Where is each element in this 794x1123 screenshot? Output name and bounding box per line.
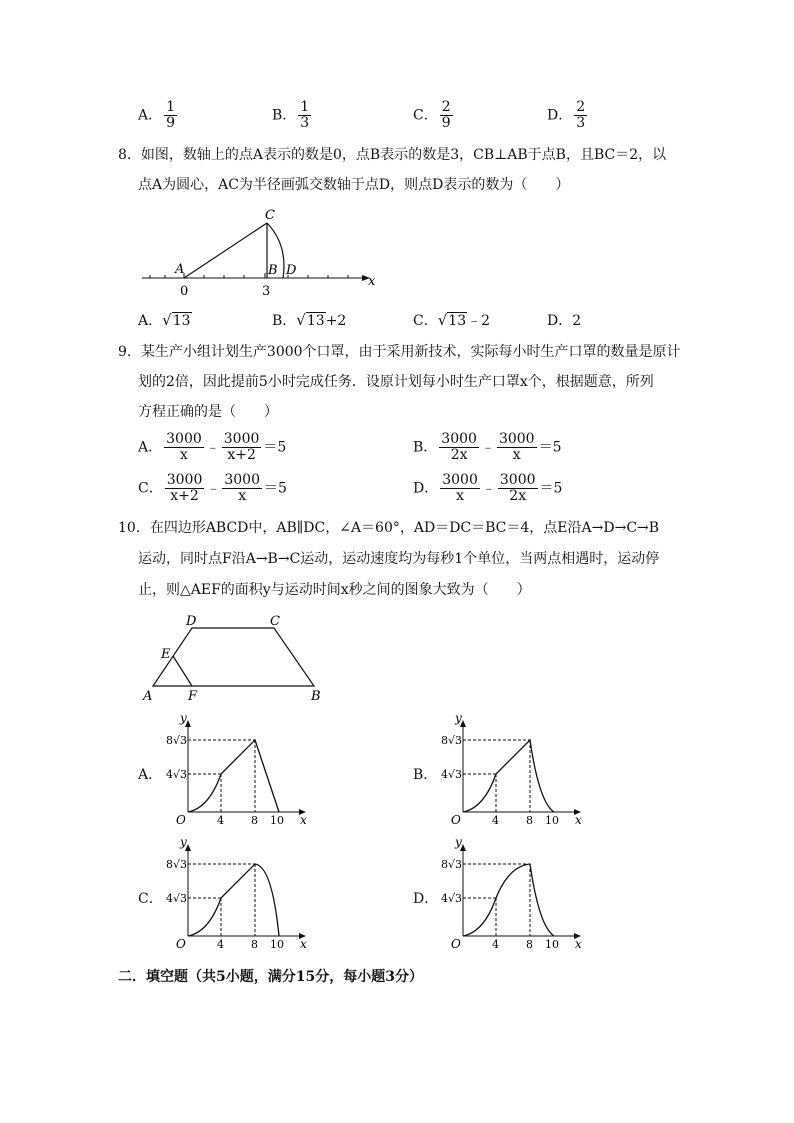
option-letter: D． <box>547 107 573 124</box>
q9-option-a <box>138 432 286 463</box>
origin-label: O <box>451 813 461 827</box>
x-tick-8: 8 <box>526 814 533 827</box>
option-letter: A． <box>138 313 163 329</box>
trapezoid-abcd <box>153 628 314 686</box>
segment-ac <box>184 223 267 278</box>
axis-label-y: y <box>455 836 462 849</box>
operator: ﹣ <box>205 439 220 456</box>
operator: ﹣ <box>480 439 495 456</box>
origin-label: O <box>451 937 461 951</box>
fraction-2 <box>497 432 537 463</box>
label-a: A <box>143 689 153 704</box>
q10-option-letter-c: C． <box>138 891 163 907</box>
label-x: x <box>368 274 376 289</box>
origin-label: O <box>176 813 186 827</box>
numerator: 3000 <box>498 431 535 447</box>
numerator: 3000 <box>166 472 203 488</box>
x-tick-4: 4 <box>492 814 499 827</box>
q10-option-letter-a: A． <box>138 767 163 783</box>
fraction-1 <box>165 473 205 504</box>
fraction <box>298 100 311 131</box>
numerator: 3000 <box>499 472 536 488</box>
label-a: A <box>175 262 185 277</box>
square-root: √ 13 <box>162 311 191 329</box>
q7-option-d <box>547 100 589 131</box>
q8-stem-line1: 8．如图，数轴上的点A表示的数是0，点B表示的数是3，CB⊥AB于点B，且BC＝2，以 <box>118 147 667 163</box>
q9-option-d <box>413 473 562 504</box>
y-tick-8sqrt3: 8√3 <box>166 734 188 747</box>
option-text: 2 <box>572 313 582 329</box>
fraction <box>164 100 177 131</box>
radicand: 13 <box>306 313 325 329</box>
q8-option-d <box>547 310 581 330</box>
fraction-1 <box>439 432 479 463</box>
q10-stem-line3: 止，则△AEF的面积y与运动时间x秒之间的图象大致为（ ） <box>138 582 531 598</box>
fraction <box>574 100 587 131</box>
denominator: x <box>512 447 521 463</box>
x-tick-8: 8 <box>251 938 258 951</box>
fraction-2 <box>222 432 262 463</box>
y-tick-4sqrt3: 4√3 <box>166 768 188 781</box>
denominator: x <box>179 447 188 463</box>
option-letter: C． <box>413 313 438 329</box>
numerator: 2 <box>576 99 586 115</box>
q9-stem-line3: 方程正确的是（ ） <box>138 404 278 420</box>
label-c: C <box>265 208 275 223</box>
tick-label-0: 0 <box>180 284 189 297</box>
y-tick-8sqrt3: 8√3 <box>441 734 463 747</box>
x-tick-4: 4 <box>492 938 499 951</box>
label-c: C <box>270 614 280 629</box>
denominator: 2x <box>450 447 468 463</box>
fraction-1 <box>440 473 480 504</box>
denominator: x <box>456 488 464 504</box>
fraction-2 <box>498 473 538 504</box>
label-f: F <box>188 689 198 704</box>
q9-stem-line2: 划的2倍，因此提前5小时完成任务．设原计划每小时生产口罩x个，根据题意，所列 <box>138 374 654 390</box>
option-letter: C． <box>138 480 163 497</box>
q9-option-c <box>138 473 287 504</box>
fraction <box>440 100 453 131</box>
y-tick-4sqrt3: 4√3 <box>166 892 188 905</box>
fraction-1 <box>164 432 204 463</box>
option-letter: B． <box>272 107 297 124</box>
option-tail: +2 <box>325 313 347 329</box>
numerator: 1 <box>166 99 176 115</box>
denominator: x <box>238 488 247 504</box>
x-tick-10: 10 <box>545 938 559 951</box>
y-tick-8sqrt3: 8√3 <box>166 858 188 871</box>
label-d: D <box>186 614 197 629</box>
y-tick-8sqrt3: 8√3 <box>441 858 463 871</box>
label-b: B <box>268 263 278 278</box>
area-curve <box>463 740 554 812</box>
option-letter: D． <box>547 313 573 329</box>
equals-part: ＝5 <box>539 480 563 497</box>
option-tail: ﹣2 <box>467 313 491 329</box>
denominator: x+2 <box>227 447 256 463</box>
segment-ef <box>173 656 192 686</box>
numerator: 3000 <box>441 431 477 447</box>
axis-label-x: x <box>300 937 307 951</box>
x-tick-10: 10 <box>545 814 559 827</box>
axis-label-x: x <box>575 937 582 951</box>
x-tick-10: 10 <box>270 814 284 827</box>
area-curve <box>463 864 554 936</box>
q9-option-b <box>413 432 562 463</box>
equals-part: ＝5 <box>264 480 287 497</box>
option-letter: A． <box>138 107 163 124</box>
area-curve <box>188 740 279 812</box>
option-letter: A． <box>138 439 163 456</box>
q10-graph-d <box>439 836 589 954</box>
y-tick-4sqrt3: 4√3 <box>441 768 463 781</box>
option-letter: B． <box>272 313 297 329</box>
square-root: √ 13 <box>296 311 325 329</box>
q10-option-letter-b: B． <box>413 767 438 783</box>
y-tick-4sqrt3: 4√3 <box>441 892 463 905</box>
q8-option-b <box>272 310 346 330</box>
axis-label-y: y <box>180 712 187 725</box>
q10-graph-a <box>164 712 314 830</box>
q10-option-letter-d: D． <box>413 891 439 907</box>
denominator: 9 <box>166 115 176 131</box>
operator: ﹣ <box>206 480 221 497</box>
q10-trapezoid-figure <box>138 612 334 704</box>
x-tick-4: 4 <box>217 938 224 951</box>
q7-option-a <box>138 100 179 131</box>
x-tick-8: 8 <box>251 814 258 827</box>
x-tick-10: 10 <box>270 938 284 951</box>
square-root: √ 13 <box>437 311 467 329</box>
section-heading: 二．填空题（共5小题，满分15分，每小题3分） <box>118 969 423 985</box>
tick-label-3: 3 <box>262 284 271 297</box>
q7-option-c <box>413 100 455 131</box>
x-tick-4: 4 <box>217 814 224 827</box>
fraction-2 <box>222 473 262 504</box>
q10-stem-line1: 10．在四边形ABCD中，AB∥DC，∠A＝60°，AD＝DC＝BC＝4，点E沿A→D→C→B <box>118 520 660 536</box>
label-b: B <box>311 689 321 704</box>
radicand: 13 <box>448 313 467 329</box>
area-curve <box>188 864 279 936</box>
guide-lines <box>463 864 530 936</box>
radicand: 13 <box>172 313 191 329</box>
axis-label-y: y <box>180 836 187 849</box>
numerator: 3000 <box>442 472 478 488</box>
q10-graph-b <box>439 712 589 830</box>
numerator: 3000 <box>223 431 260 447</box>
numerator: 3000 <box>224 472 260 488</box>
equals-part: ＝5 <box>263 439 287 456</box>
denominator: 3 <box>576 115 586 131</box>
denominator: 3 <box>300 115 310 131</box>
q8-option-c <box>413 310 490 330</box>
numerator: 2 <box>441 99 451 115</box>
axis-label-y: y <box>455 712 462 725</box>
numerator: 1 <box>300 99 310 115</box>
axis-label-x: x <box>575 813 582 827</box>
denominator: 9 <box>441 115 451 131</box>
q9-stem-line1: 9．某生产小组计划生产3000个口罩，由于采用新技术，实际每小时生产口罩的数量是原计 <box>118 344 681 360</box>
q8-option-a <box>138 310 192 330</box>
label-d: D <box>286 263 297 278</box>
denominator: 2x <box>509 488 527 504</box>
option-letter: D． <box>413 480 439 497</box>
q10-graph-c <box>164 836 314 954</box>
label-e: E <box>161 647 171 662</box>
x-tick-8: 8 <box>526 938 533 951</box>
q8-number-line-figure <box>138 205 378 297</box>
numerator: 3000 <box>166 431 202 447</box>
origin-label: O <box>176 937 186 951</box>
denominator: x+2 <box>170 488 199 504</box>
axis-label-x: x <box>300 813 307 827</box>
operator: ﹣ <box>481 480 496 497</box>
equals-part: ＝5 <box>538 439 562 456</box>
option-letter: B． <box>413 439 438 456</box>
q10-stem-line2: 运动，同时点F沿A→B→C运动，运动速度均为每秒1个单位，当两点相遇时，运动停 <box>138 551 660 567</box>
q7-option-b <box>272 100 313 131</box>
option-letter: C． <box>413 107 438 124</box>
q8-stem-line2: 点A为圆心，AC为半径画弧交数轴于点D，则点D表示的数为（ ） <box>138 177 570 193</box>
